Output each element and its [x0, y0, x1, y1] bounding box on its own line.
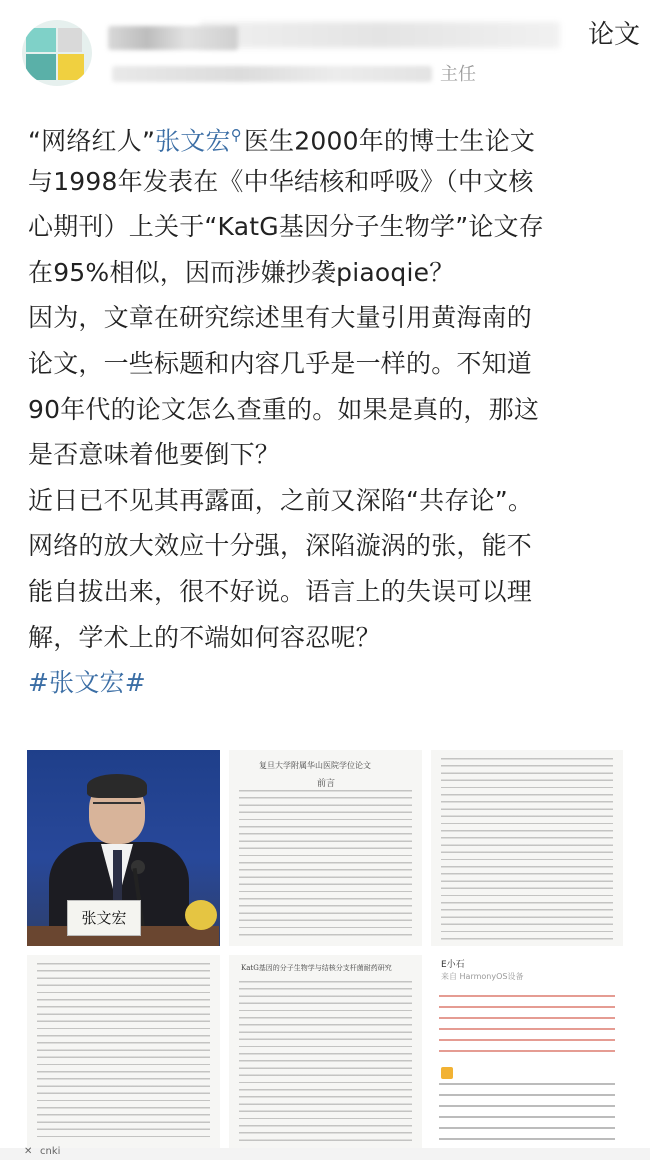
doc-text-lines — [239, 790, 412, 940]
user-role-label: 主任 — [440, 64, 476, 85]
weibo-source: 来自 HarmonyOS设备 — [441, 972, 524, 981]
avatar[interactable] — [22, 20, 92, 86]
mention-link[interactable]: 张文宏 — [155, 126, 231, 156]
bottom-search-bar — [0, 1148, 650, 1160]
search-icon[interactable]: ⚲ — [230, 126, 242, 144]
blurred-username[interactable] — [108, 26, 238, 50]
image-doc-2[interactable] — [229, 750, 422, 946]
doc-text-lines — [37, 963, 210, 1143]
blurred-title — [200, 22, 560, 48]
weibo-text-lines — [439, 1083, 615, 1147]
image-weibo-screenshot[interactable] — [431, 955, 623, 1150]
post-line: 能自拔出来，很不好说。语言上的失误可以理 — [28, 576, 533, 606]
post-header — [0, 0, 650, 105]
person-hair — [87, 774, 147, 798]
image-photo[interactable] — [27, 750, 220, 946]
badge-icon — [441, 1067, 453, 1079]
blurred-user-info — [112, 66, 432, 82]
post-line: 心期刊）上关于“KatG基因分子生物学”论文存 — [28, 212, 544, 242]
post-line: 在95%相似，因而涉嫌抄袭piaoqie？ — [28, 257, 455, 287]
header-right-text: 论文 — [587, 20, 640, 50]
post-line: 与1998年发表在《中华结核和呼吸》（中文核 — [28, 166, 534, 196]
post-line: 是否意味着他要倒下？ — [28, 440, 281, 470]
post-text: 医生2000年的博士生论文 — [243, 126, 536, 156]
post-line: 因为，文章在研究综述里有大量引用黄海南的 — [28, 303, 533, 333]
highlighted-text — [439, 995, 615, 1059]
doc-section: 前言 — [317, 779, 336, 789]
image-doc-5[interactable] — [229, 955, 422, 1150]
post-line: 论文，一些标题和内容几乎是一样的。不知道 — [28, 348, 533, 378]
image-doc-4[interactable] — [27, 955, 220, 1150]
flower-decoration — [185, 900, 217, 930]
doc-header: KatG基因的分子生物学与结核分支杆菌耐药研究 — [241, 964, 392, 972]
image-doc-3[interactable] — [431, 750, 623, 946]
search-query[interactable]: cnki — [40, 1146, 61, 1157]
post-line: 近日已不见其再露面，之前又深陷“共存论”。 — [28, 485, 534, 515]
hashtag-link[interactable]: #张文宏# — [28, 668, 146, 698]
doc-header: 复旦大学附属华山医院学位论文 — [259, 761, 371, 770]
post-line: 网络的放大效应十分强，深陷漩涡的张，能不 — [28, 531, 533, 561]
post-body — [28, 113, 628, 706]
post-text: “网络红人” — [28, 126, 156, 156]
post-line: 解，学术上的不端如何容忍呢？ — [28, 622, 381, 652]
close-icon[interactable]: ✕ — [24, 1146, 33, 1157]
post-line — [28, 113, 628, 159]
doc-text-lines — [441, 758, 613, 940]
post-line: 90年代的论文怎么查重的。如果是真的，那这 — [28, 394, 540, 424]
doc-text-lines — [239, 981, 412, 1145]
image-grid — [27, 750, 623, 1150]
nameplate: 张文宏 — [67, 900, 141, 936]
person-glasses — [93, 802, 141, 814]
weibo-username: E小石 — [441, 960, 465, 970]
